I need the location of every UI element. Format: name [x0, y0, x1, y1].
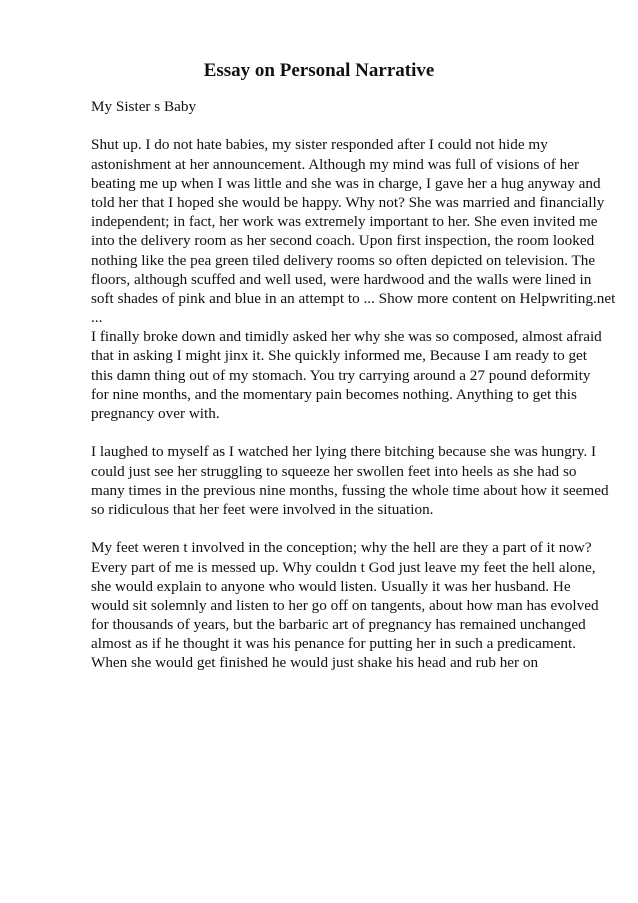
- text-line: ...: [91, 309, 103, 327]
- text-line: for thousands of years, but the barbaric art of pregnancy has remained unchanged: [91, 616, 586, 634]
- text-line: that in asking I might jinx it. She quickly informed me, Because I am ready to get: [91, 347, 588, 365]
- text-line: astonishment at her announcement. Although my mind was full of visions of her: [91, 155, 580, 173]
- text-line: almost as if he thought it was his penance for putting her in such a predicament.: [91, 635, 577, 653]
- paragraph-spacer: [91, 519, 591, 538]
- text-line: Shut up. I do not hate babies, my sister responded after I could not hide my: [91, 136, 548, 154]
- text-line: she would explain to anyone who would listen. Usually it was her husband. He: [91, 577, 571, 595]
- text-line: into the delivery room as her second coach. Upon first inspection, the room looked: [91, 232, 595, 250]
- text-line: When she would get finished he would just shake his head and rub her on: [91, 654, 539, 672]
- text-line: could just see her struggling to squeeze her swollen feet into heels as she had so: [91, 462, 577, 480]
- text-line: I finally broke down and timidly asked her why she was so composed, almost afraid: [91, 328, 602, 346]
- text-line: pregnancy over with.: [91, 405, 220, 422]
- document-subtitle: My Sister s Baby: [91, 98, 197, 115]
- paragraph-spacer: [91, 423, 591, 442]
- text-line: beating me up when I was little and she was in charge, I gave her a hug anyway and: [91, 174, 601, 192]
- document-title: Essay on Personal Narrative: [203, 60, 435, 81]
- text-line: for nine months, and the momentary pain becomes nothing. Anything to get this: [91, 385, 577, 403]
- text-line: many times in the previous nine months, fussing the whole time about how it seemed: [91, 481, 609, 499]
- text-line: soft shades of pink and blue in an attempt to ... Show more content on Helpwriting.net: [91, 289, 616, 307]
- text-line: independent; in fact, her work was extremely important to her. She even invited me: [91, 213, 598, 231]
- text-line: would sit solemnly and listen to her go off on tangents, about how man has evolved: [91, 596, 599, 614]
- document-body: [91, 97, 616, 673]
- text-line: told her that I hoped she would be happy. Why not? She was married and financially: [91, 193, 605, 211]
- text-line: nothing like the pea green tiled delivery rooms so often depicted on television. The: [91, 251, 596, 269]
- text-line: My feet weren t involved in the conception; why the hell are they a part of it now?: [91, 539, 592, 557]
- text-line: Every part of me is messed up. Why couldn t God just leave my feet the hell alone,: [91, 558, 596, 576]
- paragraph-spacer: [91, 116, 591, 135]
- text-line: I laughed to myself as I watched her lying there bitching because she was hungry. I: [91, 443, 597, 461]
- text-line: this damn thing out of my stomach. You try carrying around a 27 pound deformity: [91, 366, 591, 384]
- text-line: floors, although scuffed and well used, were hardwood and the walls were lined in: [91, 270, 592, 288]
- text-line: so ridiculous that her feet were involved in the situation.: [91, 500, 434, 518]
